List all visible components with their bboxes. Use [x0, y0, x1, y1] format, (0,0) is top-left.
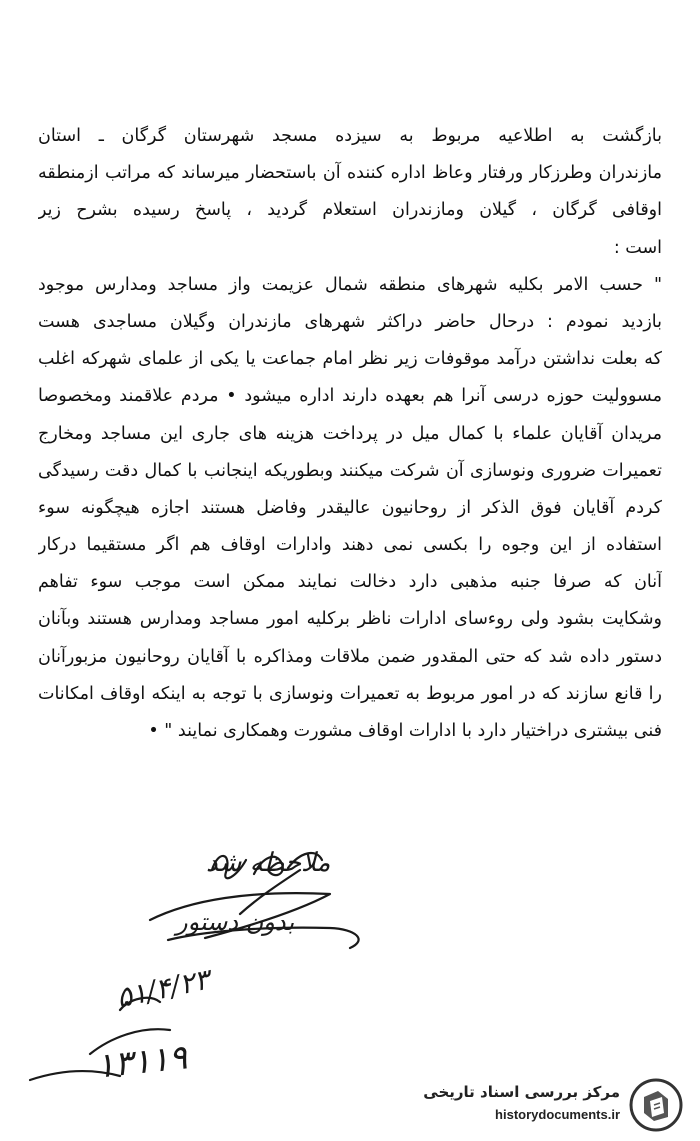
- handwritten-note-2: بدون دستور: [176, 908, 295, 936]
- handwritten-date: ۵۱/۴/۲۳: [113, 962, 213, 1015]
- text-line-14: وشکایت بشود ولی روءسای ادارات ناظر برکلیه امور مساجد ومدارس هستند وبآنان: [38, 609, 662, 630]
- text-line-5: " حسب الامر بکلیه شهرهای منطقه شمال عزیمت واز مساجد ومدارس موجود: [38, 274, 662, 295]
- watermark: [423, 1075, 690, 1135]
- text-line-7: که بعلت نداشتن درآمد موقوفات زیر نظر امام جماعت یا یکی از علمای شهرکه اغلب: [38, 349, 662, 370]
- handwritten-note-1: ملاحظه شد: [206, 848, 331, 878]
- text-line-10: تعمیرات ضروری ونوسازی آن شرکت میکنند وبطوریکه اینجانب با کمال دقت رسیدگی: [38, 460, 662, 481]
- text-line-13: آنان که صرفا جنبه مذهبی دارد دخالت نمایند ممکن است موجب سوء تفاهم: [38, 572, 662, 593]
- text-line-6: بازدید نمودم : درحال حاضر دراکثر شهرهای مازندران وگیلان مساجدی هست: [38, 311, 662, 332]
- watermark-url: historydocuments.ir: [495, 1107, 620, 1122]
- text-line-8: مسوولیت حوزه درسی آنرا هم بعهده دارند اداره میشود • مردم علاقمند ومخصوصا: [38, 386, 662, 407]
- text-line-16: را قانع سازند که در امور مربوط به تعمیرات ونوسازی با توجه به اینکه اوقاف امکانات: [38, 683, 662, 704]
- handwritten-number: ۱۳۱۱۹: [94, 1037, 190, 1087]
- text-line-11: کردم آقایان فوق الذکر از روحانیون عالیقدر وفاضل هستند اجازه هیچگونه سوء: [38, 497, 662, 518]
- text-line-9: مریدان آقایان علماء با کمال میل در پرداخت هزینه های جاری این مساجد ومخارج: [38, 423, 662, 444]
- text-line-4: است :: [613, 237, 662, 258]
- text-line-3: اوقافی گرگان ، گیلان ومازندران استعلام گردید ، پاسخ رسیده بشرح زیر: [38, 200, 662, 221]
- document-center-logo-icon: [628, 1077, 684, 1133]
- text-line-12: استفاده از این وجوه را بکسی نمی دهند وادارات اوقاف هم اگر مستقیما درکار: [38, 535, 662, 556]
- text-line-17: فنی بیشتری دراختیار دارد با ادارات اوقاف مشورت وهمکاری نمایند " •: [148, 721, 662, 741]
- text-line-1: بازگشت به اطلاعیه مربوط به سیزده مسجد شهرستان گرگان ـ استان: [38, 126, 662, 146]
- text-line-15: دستور داده شد که حتی المقدور ضمن ملاقات ومذاکره با آقایان روحانیون مزبورآنان: [38, 646, 662, 667]
- document-body: [38, 118, 662, 750]
- watermark-title: مرکز بررسی اسناد تاریخی: [423, 1083, 620, 1101]
- text-line-2: مازندران وطرزکار ورفتار وعاظ اداره کننده آن باستحضار میرساند که مراتب ازمنطقه: [38, 163, 662, 184]
